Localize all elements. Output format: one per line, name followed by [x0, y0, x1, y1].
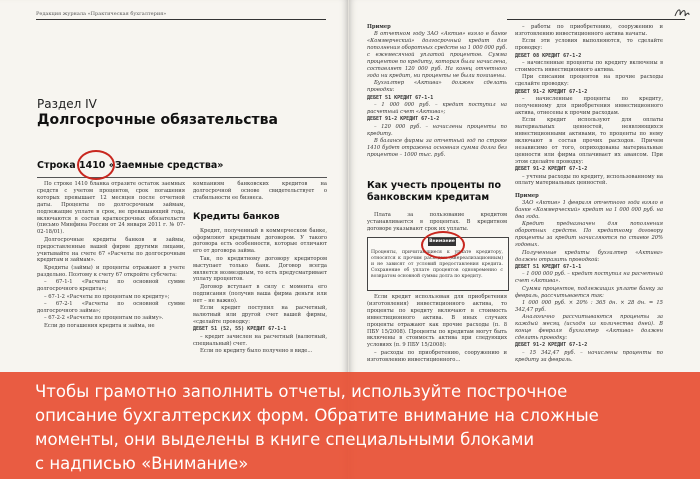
- paragraph: Если кредит используют для оплаты материальных ценностей, неявляющихся инвестиционными активами, то проценты по нему включают в состав прочих расходов. Причем независимо от того, оприходованы материальные ценности или фирма оплачивает их авансом. При этом сделайте проводку:: [515, 117, 663, 165]
- example-text: Сумма процентов, подлежащих уплате банку за февраль, рассчитывается так:: [515, 285, 663, 299]
- example-label: Пример: [515, 192, 539, 199]
- paragraph: Если по кредиту было получено в виде...: [200, 348, 313, 355]
- accounting-entry: ДЕБЕТ 51 (52, 55) КРЕДИТ 67-1-1: [193, 326, 287, 333]
- right-heading-intro: [367, 212, 507, 233]
- banner-line-1: Чтобы грамотно заполнить отчеты, используйте построчное: [35, 382, 568, 401]
- banner-line-4: с надписью «Внимание»: [35, 454, 249, 473]
- accounting-entry: ДЕБЕТ 91-2 КРЕДИТ 67-1-2: [515, 88, 588, 95]
- paragraph: Долгосрочные кредиты банков и займы, предоставленные вашей фирме другими лицами, учитывайте на счете 67 «Расчеты по долгосрочным кредитам и займам».: [37, 236, 185, 264]
- signature-logo-icon: [674, 6, 690, 20]
- attention-label: Внимание: [429, 239, 455, 244]
- paragraph: – начисленные проценты по кредиту, полученному для приобретения инвестиционного актива, отнесены к прочим расходам.: [515, 96, 663, 116]
- paragraph: – расходы по приобретению, сооружению и изготовлению инвестиционного...: [367, 349, 507, 363]
- example-text: В отчетном году ЗАО «Актив» взяло в банке «Коммерческий» долгосрочный кредит для пополнения оборотных средств на 1 000 000 руб. с ежемесячной уплатой процентов. Сумма процентов по кредиту, которая была начислена, составляет 120 000 руб. На конец отчетного года ни кредит, ни проценты не были погашены.: [367, 31, 507, 79]
- banner-line-3: моменты, они выделены в книге специальными блоками: [35, 430, 535, 449]
- section-number: Раздел IV: [37, 97, 97, 111]
- example-text: – 120 000 руб. – начислены проценты по кредиту.: [367, 123, 507, 137]
- right-heading: Как учесть проценты по банковским кредитам: [367, 180, 501, 203]
- accounting-entry: ДЕБЕТ 91-2 КРЕДИТ 67-1-2: [367, 116, 440, 123]
- paragraph: – учтены расходы по кредиту, использованному на оплату материальных ценностей.: [515, 173, 663, 187]
- paragraph: Плата за пользование кредитом устанавливается в процентах. В кредитном договоре указывают срок их уплаты.: [367, 212, 507, 232]
- example-text: В балансе фирмы за отчетный год по строке 1410 будет отражена основная сумма долга без процентов – 1000 тыс. руб.: [367, 138, 507, 158]
- list-item: – 67-2-1 «Расчеты по основной сумме долгосрочного займа»;: [37, 300, 185, 314]
- right-column-2: [515, 24, 663, 364]
- example-text: – 15 342,47 руб. – начислены проценты по кредиту за февраль.: [515, 349, 663, 363]
- paragraph: Если кредит поступил на расчетный, валютный или другой счет вашей фирмы, «сделайте проводку:: [193, 305, 327, 325]
- paragraph: Если эти условия выполняются, то сделайте проводку:: [515, 38, 663, 52]
- example-text: – 1 000 000 руб. – кредит поступил на расчетный счет «Актива»;: [367, 101, 507, 115]
- accounting-entry: ДЕБЕТ 51 КРЕДИТ 67-1-1: [515, 263, 582, 270]
- example-label: Пример: [367, 24, 391, 30]
- banner-line-2: описание бухгалтерских форм. Обратите внимание на сложные: [35, 406, 599, 425]
- running-head: Редакция журнала «Практическая бухгалтерия»: [36, 11, 167, 17]
- example-text: Бухгалтер «Актива» должен сделать проводки:: [367, 80, 507, 94]
- paragraph: – начисленные проценты по кредиту включены в стоимость инвестиционного актива.: [515, 60, 663, 73]
- paragraph: Так, по кредитному договору кредитором выступает только банк. Договор всегда является возмездным, то есть предусматривает уплату процентов.: [193, 255, 327, 283]
- left-column-1: [37, 181, 185, 330]
- highlight-circle-1410: [77, 150, 115, 180]
- example-text: ЗАО «Актив» 1 февраля отчетного года взяло в банке «Коммерческий» кредит на 1 000 000 руб. на два года.: [515, 200, 663, 221]
- paragraph: Кредиты (займы) и проценты отражают в учете раздельно. Поэтому к счету 67 откройте субсчета:: [37, 264, 185, 278]
- attention-text: Проценты, причитающиеся к уплате кредитору, относятся к прочим расходам (внереализационным) и не зависят от условий предоставления кредита. Сохранение об уплате процентов одновременно с возвратом основной суммы долга по кредиту.: [371, 250, 503, 279]
- subheading-rule: [37, 177, 327, 178]
- example-text: Полученные кредиты бухгалтер «Актива» должен отразить проводкой:: [515, 249, 663, 263]
- promo-banner: [0, 372, 700, 479]
- paragraph: – кредит зачислен на расчетный (валютный, специальный) счет.: [193, 333, 327, 347]
- list-item: – 67-1-2 «Расчеты по процентам по кредиту»;: [44, 293, 170, 300]
- header-rule: [36, 19, 326, 20]
- paragraph: При списании процентов на прочие расходы сделайте проводку:: [515, 74, 663, 88]
- right-column-1-example: [367, 24, 507, 159]
- list-item: – 67-1-1 «Расчеты по основной сумме долгосрочного кредита»;: [37, 279, 185, 293]
- example-text: Аналогично рассчитываются проценты за каждый месяц (исходя из количества дней). В конце февраля бухгалтер «Актива» должен сделать проводку:: [515, 314, 663, 341]
- accounting-entry: ДЕБЕТ 51 КРЕДИТ 67-1-1: [367, 94, 434, 101]
- accounting-entry: ДЕБЕТ 91-2 КРЕДИТ 67-1-2: [515, 166, 588, 173]
- header-rule: [507, 19, 685, 20]
- highlight-circle-attention: [421, 231, 465, 259]
- paragraph: Если кредит использован для приобретения (изготовления) инвестиционного актива, то проценты по кредиту включают в стоимость инвестиционного актива. В иных случаях проценты отражают как прочие расходы (п. 8 ПБУ 15/2008). Проценты по кредитам могут быть включены в стоимость актива при следующих условиях (п. 9 ПБУ 15/2008):: [367, 294, 507, 349]
- example-text: 1 000 000 руб. × 20% : 365 дн. × 28 дн. = 15 342,47 руб.: [515, 299, 663, 313]
- list-item: – 67-2-2 «Расчеты по процентам по займу».: [44, 315, 164, 322]
- example-text: Кредит предназначен для пополнения оборотных средств. По кредитному договору проценты за кредит начисляются по ставке 20% годовых.: [515, 221, 663, 249]
- paragraph: Если до погашения кредита и займа, не: [44, 322, 155, 329]
- paragraph: компаниям банковских кредитов на долгосрочной основе свидетельствует о стабильности ее бизнеса.: [193, 181, 327, 201]
- paragraph: По строке 1410 бланка отразите остаток заемных средств с учетом процентов, срок погашения которых превышает 12 месяцев после отчетной даты. Проценты по долгосрочным займам, подлежащие уплате в срок, не превышающий года, включаются в состав краткосрочных обязательств (письмо Минфина России от 24 января 2011 г. № 07-02-18/01).: [37, 181, 185, 236]
- left-column-2: [193, 181, 327, 355]
- section-title: Долгосрочные обязательства: [37, 112, 278, 128]
- accounting-entry: ДЕБЕТ 91-2 КРЕДИТ 67-1-2: [515, 342, 588, 349]
- accounting-entry: ДЕБЕТ 08 КРЕДИТ 67-1-2: [515, 52, 582, 59]
- paragraph: Договор вступает в силу с момента его подписания (получив ваша фирма деньги или нет – не важно).: [193, 283, 327, 304]
- paragraph: – работы по приобретению, сооружению и изготовлению инвестиционного актива начаты.: [515, 24, 663, 37]
- paragraph: Кредит, полученный в коммерческом банке, оформляют кредитным договором. У такого договора есть особенности, которые отличают его от договора займа.: [193, 227, 327, 255]
- right-column-1-after: [367, 294, 507, 364]
- col2-heading: Кредиты банков: [193, 211, 280, 222]
- example-text: – 1 000 000 руб. – кредит поступил на расчетный счет «Актива».: [515, 271, 663, 285]
- subheading: Строка 1410 «Заемные средства»: [37, 160, 224, 171]
